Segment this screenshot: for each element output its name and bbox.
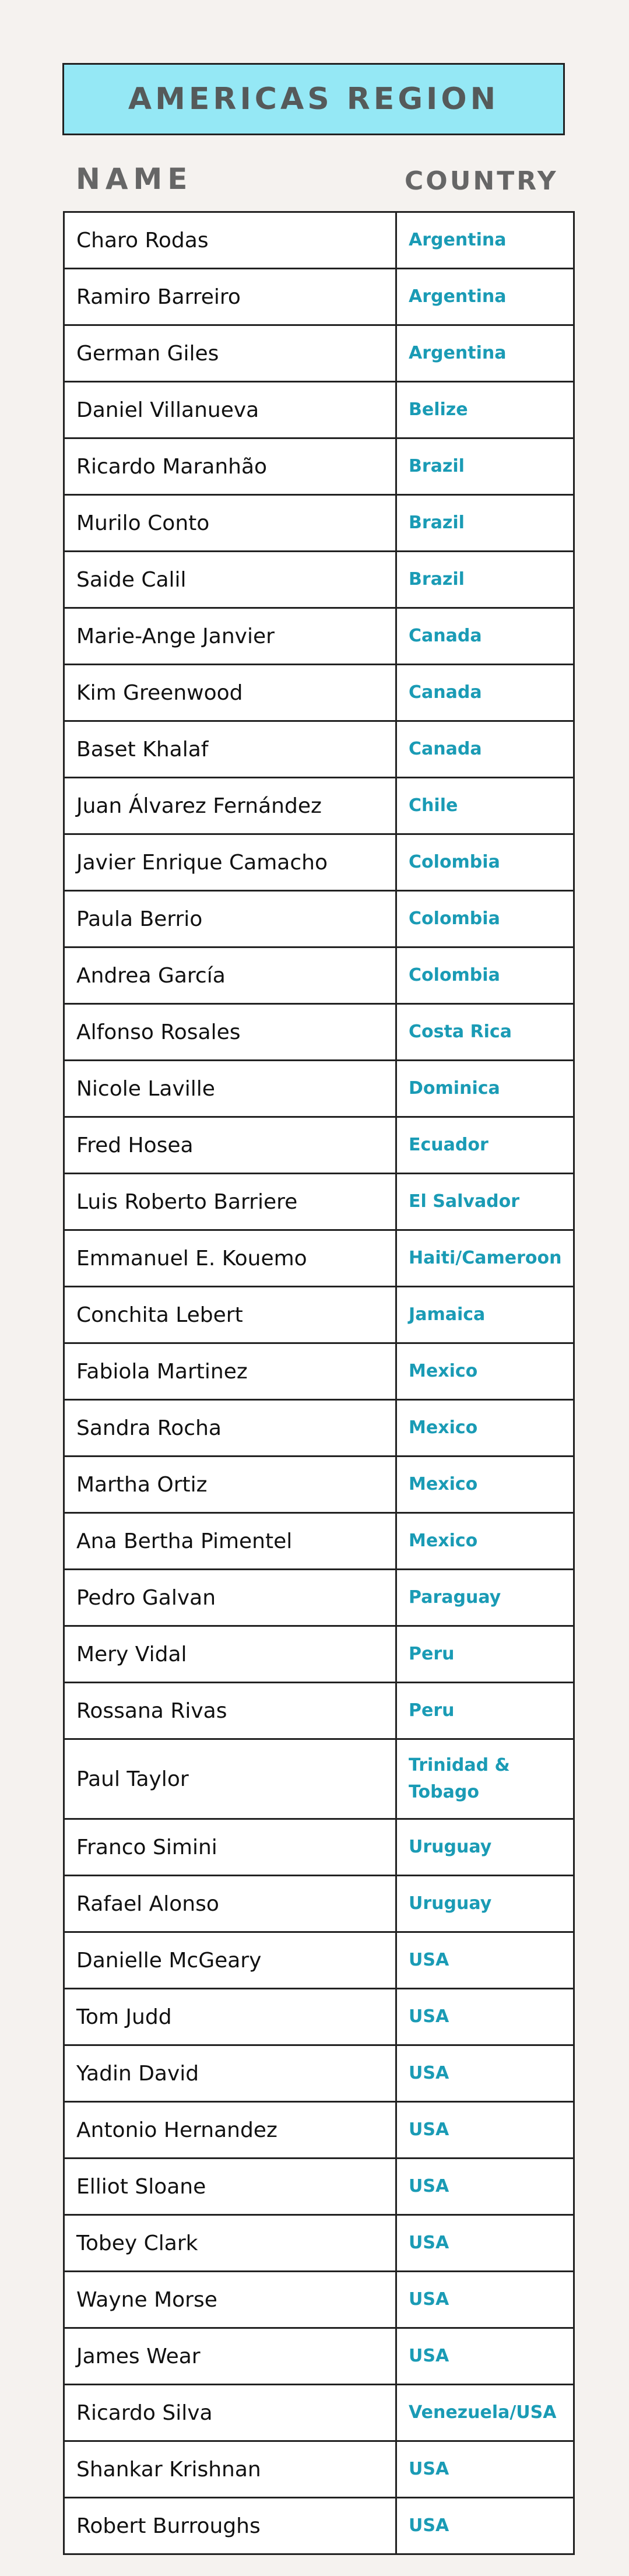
- table-row: [64, 1989, 574, 2045]
- member-name: Ramiro Barreiro: [64, 269, 396, 325]
- member-country: Mexico: [396, 1400, 574, 1457]
- member-country: Mexico: [396, 1457, 574, 1513]
- member-country: USA: [396, 2328, 574, 2385]
- table-row: [64, 1819, 574, 1876]
- member-name: Conchita Lebert: [64, 1287, 396, 1343]
- table-row: [64, 2328, 574, 2385]
- table-row: [64, 1343, 574, 1400]
- member-country: Peru: [396, 1683, 574, 1739]
- member-country: USA: [396, 2102, 574, 2159]
- member-country: Colombia: [396, 834, 574, 891]
- table-row: [64, 1932, 574, 1989]
- table-row: [64, 2385, 574, 2441]
- page-title: AMERICAS REGION: [128, 82, 500, 117]
- member-name: Robert Burroughs: [64, 2498, 396, 2554]
- member-country: Argentina: [396, 212, 574, 269]
- table-row: [64, 382, 574, 438]
- member-country: Colombia: [396, 891, 574, 947]
- member-country: Belize: [396, 382, 574, 438]
- member-country: Jamaica: [396, 1287, 574, 1343]
- table-row: [64, 665, 574, 721]
- member-name: James Wear: [64, 2328, 396, 2385]
- member-name: Ana Bertha Pimentel: [64, 1513, 396, 1570]
- member-name: Danielle McGeary: [64, 1932, 396, 1989]
- table-row: [64, 1230, 574, 1287]
- table-row: [64, 552, 574, 608]
- table-row: [64, 269, 574, 325]
- table-row: [64, 2045, 574, 2102]
- member-name: Kim Greenwood: [64, 665, 396, 721]
- table-row: [64, 325, 574, 382]
- member-name: Fabiola Martinez: [64, 1343, 396, 1400]
- member-name: Andrea García: [64, 947, 396, 1004]
- member-country: Ecuador: [396, 1117, 574, 1174]
- member-country: USA: [396, 2441, 574, 2498]
- member-country: Chile: [396, 778, 574, 834]
- table-row: [64, 1287, 574, 1343]
- member-name: Ricardo Silva: [64, 2385, 396, 2441]
- member-country: Costa Rica: [396, 1004, 574, 1061]
- member-name: Marie-Ange Janvier: [64, 608, 396, 665]
- table-row: [64, 891, 574, 947]
- table-row: [64, 438, 574, 495]
- member-name: Emmanuel E. Kouemo: [64, 1230, 396, 1287]
- table-row: [64, 721, 574, 778]
- table-row: [64, 1683, 574, 1739]
- table-row: [64, 212, 574, 269]
- member-country: Haiti/Cameroon: [396, 1230, 574, 1287]
- member-country: Canada: [396, 721, 574, 778]
- table-row: [64, 495, 574, 552]
- member-country: USA: [396, 2045, 574, 2102]
- member-country: USA: [396, 1989, 574, 2045]
- table-row: [64, 1004, 574, 1061]
- member-country: Brazil: [396, 438, 574, 495]
- member-name: Yadin David: [64, 2045, 396, 2102]
- member-name: Murilo Conto: [64, 495, 396, 552]
- member-name: Martha Ortiz: [64, 1457, 396, 1513]
- member-name: Fred Hosea: [64, 1117, 396, 1174]
- member-country: Argentina: [396, 325, 574, 382]
- member-country: USA: [396, 1932, 574, 1989]
- member-name: Alfonso Rosales: [64, 1004, 396, 1061]
- member-name: Pedro Galvan: [64, 1570, 396, 1626]
- member-country: USA: [396, 2159, 574, 2215]
- member-name: Rossana Rivas: [64, 1683, 396, 1739]
- table-row: [64, 1117, 574, 1174]
- member-name: Baset Khalaf: [64, 721, 396, 778]
- table-row: [64, 1061, 574, 1117]
- member-country: Brazil: [396, 495, 574, 552]
- member-country: Peru: [396, 1626, 574, 1683]
- member-name: Elliot Sloane: [64, 2159, 396, 2215]
- table-row: [64, 947, 574, 1004]
- member-name: Paul Taylor: [64, 1739, 396, 1819]
- member-name: Daniel Villanueva: [64, 382, 396, 438]
- member-name: Wayne Morse: [64, 2272, 396, 2328]
- table-row: [64, 1739, 574, 1819]
- member-country: Canada: [396, 608, 574, 665]
- region-banner: [62, 63, 565, 135]
- member-name: Paula Berrio: [64, 891, 396, 947]
- table-row: [64, 2441, 574, 2498]
- table-row: [64, 1876, 574, 1932]
- member-country: Mexico: [396, 1513, 574, 1570]
- table-row: [64, 834, 574, 891]
- member-name: German Giles: [64, 325, 396, 382]
- members-table: [63, 211, 575, 2555]
- table-row: [64, 1400, 574, 1457]
- member-country: Brazil: [396, 552, 574, 608]
- member-country: USA: [396, 2215, 574, 2272]
- member-name: Charo Rodas: [64, 212, 396, 269]
- member-name: Tom Judd: [64, 1989, 396, 2045]
- member-country: Venezuela/USA: [396, 2385, 574, 2441]
- table-row: [64, 1570, 574, 1626]
- member-country: Paraguay: [396, 1570, 574, 1626]
- country-column-header: COUNTRY: [405, 166, 558, 196]
- member-name: Rafael Alonso: [64, 1876, 396, 1932]
- table-row: [64, 2102, 574, 2159]
- table-row: [64, 2159, 574, 2215]
- member-name: Juan Álvarez Fernández: [64, 778, 396, 834]
- member-name: Shankar Krishnan: [64, 2441, 396, 2498]
- table-row: [64, 1457, 574, 1513]
- member-country: El Salvador: [396, 1174, 574, 1230]
- table-row: [64, 2498, 574, 2554]
- member-name: Nicole Laville: [64, 1061, 396, 1117]
- member-country: Mexico: [396, 1343, 574, 1400]
- member-country: Colombia: [396, 947, 574, 1004]
- member-name: Saide Calil: [64, 552, 396, 608]
- name-column-header: NAME: [76, 162, 193, 196]
- member-country: USA: [396, 2498, 574, 2554]
- member-name: Tobey Clark: [64, 2215, 396, 2272]
- member-name: Antonio Hernandez: [64, 2102, 396, 2159]
- member-country: Canada: [396, 665, 574, 721]
- member-country: Trinidad & Tobago: [396, 1739, 574, 1819]
- table-row: [64, 1513, 574, 1570]
- member-name: Franco Simini: [64, 1819, 396, 1876]
- member-name: Javier Enrique Camacho: [64, 834, 396, 891]
- table-row: [64, 608, 574, 665]
- member-country: Dominica: [396, 1061, 574, 1117]
- table-row: [64, 1174, 574, 1230]
- member-country: USA: [396, 2272, 574, 2328]
- table-row: [64, 2215, 574, 2272]
- member-name: Luis Roberto Barriere: [64, 1174, 396, 1230]
- member-country: Uruguay: [396, 1819, 574, 1876]
- member-country: Uruguay: [396, 1876, 574, 1932]
- member-name: Mery Vidal: [64, 1626, 396, 1683]
- table-row: [64, 1626, 574, 1683]
- table-row: [64, 2272, 574, 2328]
- table-row: [64, 778, 574, 834]
- member-name: Sandra Rocha: [64, 1400, 396, 1457]
- member-country: Argentina: [396, 269, 574, 325]
- member-name: Ricardo Maranhão: [64, 438, 396, 495]
